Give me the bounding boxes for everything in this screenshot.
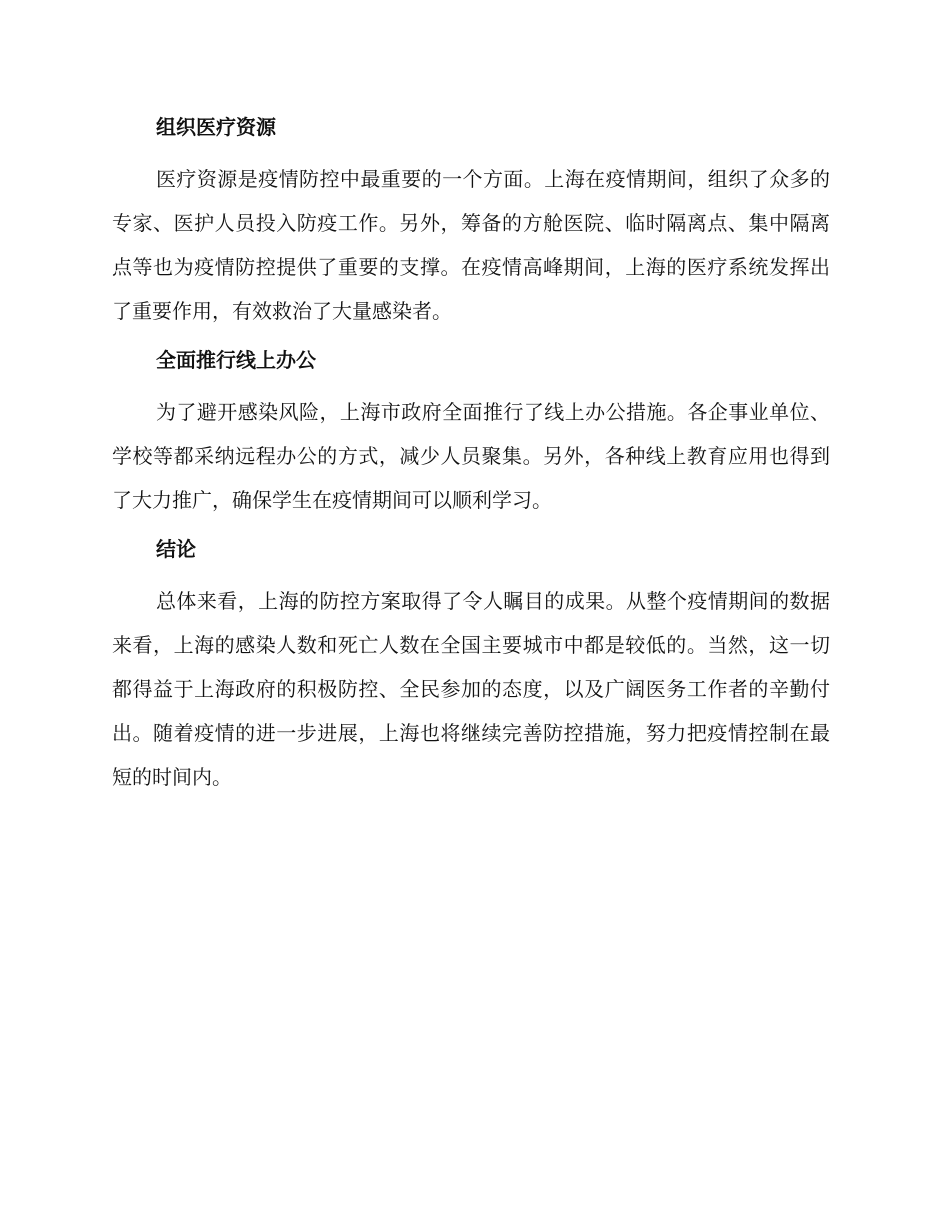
- section-medical-resources: [112, 112, 830, 333]
- section-conclusion: [112, 534, 830, 799]
- section-paragraph: 总体来看，上海的防控方案取得了令人瞩目的成果。从整个疫情期间的数据来看，上海的感染人数和死亡人数在全国主要城市中都是较低的。当然，这一切都得益于上海政府的积极防控、全民参加的态度，以及广阔医务工作者的辛勤付出。随着疫情的进一步进展，上海也将继续完善防控措施，努力把疫情控制在最短的时间内。: [112, 589, 830, 789]
- section-heading: 组织医疗资源: [156, 115, 276, 139]
- document-page: [112, 112, 830, 799]
- section-paragraph: 医疗资源是疫情防控中最重要的一个方面。上海在疫情期间，组织了众多的专家、医护人员投入防疫工作。另外，筹备的方舱医院、临时隔离点、集中隔离点等也为疫情防控提供了重要的支撑。在疫情高峰期间，上海的医疗系统发挥出了重要作用，有效救治了大量感染者。: [112, 167, 830, 323]
- section-paragraph: 为了避开感染风险，上海市政府全面推行了线上办公措施。各企事业单位、学校等都采纳远程办公的方式，减少人员聚集。另外，各种线上教育应用也得到了大力推广，确保学生在疫情期间可以顺利学习。: [112, 400, 830, 512]
- section-heading: 全面推行线上办公: [156, 348, 316, 372]
- section-online-office: [112, 345, 830, 522]
- section-heading: 结论: [156, 537, 196, 561]
